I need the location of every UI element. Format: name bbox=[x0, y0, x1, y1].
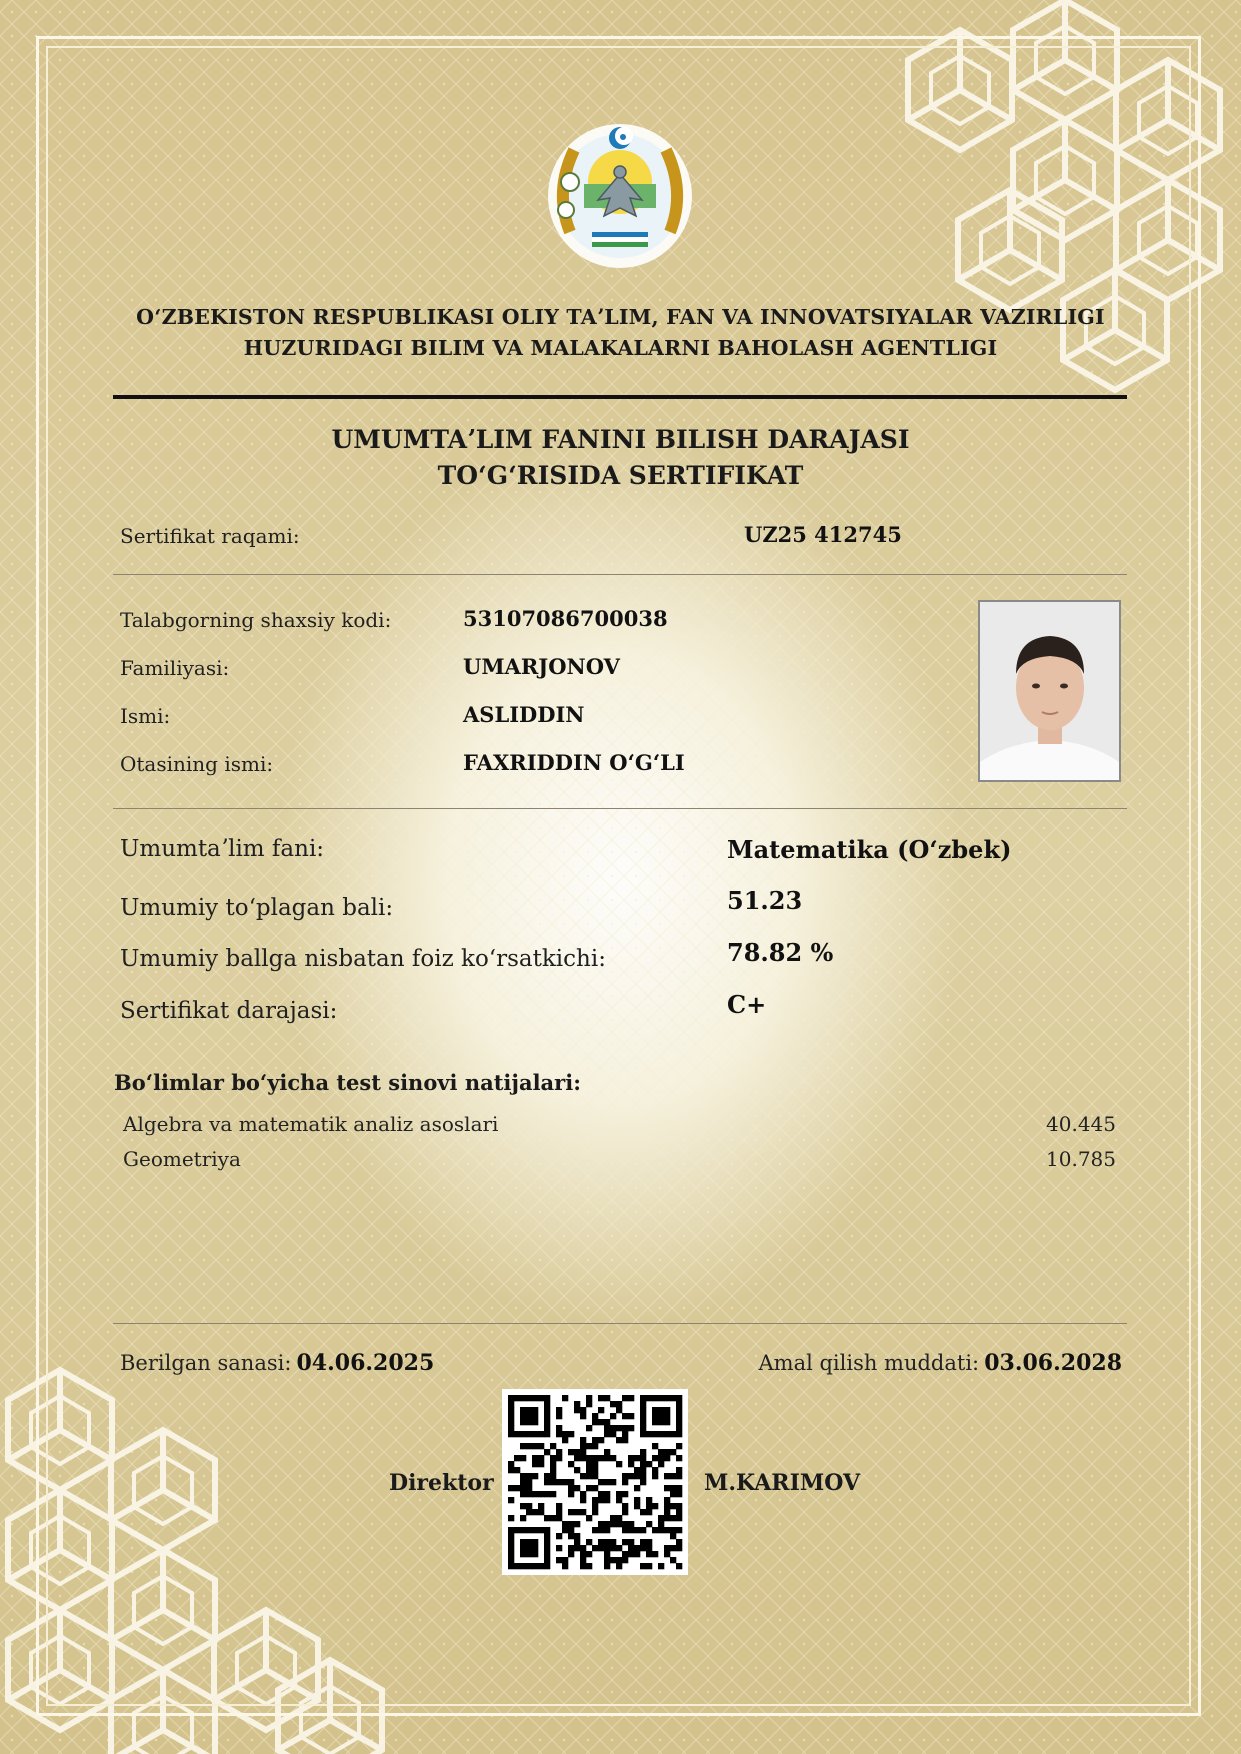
section-row-name: Algebra va matematik analiz asoslari bbox=[123, 1112, 499, 1136]
grade-label: Sertifikat darajasi: bbox=[120, 998, 338, 1024]
divider bbox=[113, 808, 1127, 809]
personal-id-value: 53107086700038 bbox=[463, 606, 668, 631]
certificate-number-label: Sertifikat raqami: bbox=[120, 524, 300, 548]
surname-value: UMARJONOV bbox=[463, 654, 620, 679]
signature-name: M.KARIMOV bbox=[704, 1470, 861, 1496]
divider bbox=[113, 1323, 1127, 1324]
state-emblem-icon bbox=[540, 112, 700, 272]
issued-date-label: Berilgan sanasi: bbox=[120, 1351, 292, 1375]
patronymic-value: FAXRIDDIN OʻGʻLI bbox=[463, 750, 685, 775]
subject-value: Matematika (Oʻzbek) bbox=[727, 835, 1012, 864]
score-value: 51.23 bbox=[727, 886, 803, 915]
certificate-title-line1: UMUMTAʼLIM FANINI BILISH DARAJASI bbox=[331, 425, 910, 454]
name-value: ASLIDDIN bbox=[463, 702, 585, 727]
surname-label: Familiyasi: bbox=[120, 656, 230, 680]
valid-until-label: Amal qilish muddati: bbox=[758, 1351, 980, 1375]
grade-value: C+ bbox=[727, 990, 767, 1019]
percent-label: Umumiy ballga nisbatan foiz koʻrsatkichi: bbox=[120, 946, 606, 972]
person-photo bbox=[978, 600, 1121, 782]
ministry-name-line1: OʻZBEKISTON RESPUBLIKASI OLIY TAʼLIM, FAN VA INNOVATSIYALAR VAZIRLIGI bbox=[136, 305, 1105, 329]
section-row-value: 10.785 bbox=[1046, 1147, 1116, 1171]
issued-date-value: 04.06.2025 bbox=[296, 1350, 435, 1376]
subject-label: Umumtaʼlim fani: bbox=[120, 836, 325, 862]
issued-date bbox=[120, 1350, 434, 1376]
valid-until-date bbox=[758, 1350, 1122, 1376]
section-row-name: Geometriya bbox=[123, 1147, 241, 1171]
signature-role: Direktor bbox=[389, 1470, 494, 1496]
percent-value: 78.82 % bbox=[727, 938, 834, 967]
header-divider bbox=[113, 395, 1127, 399]
personal-id-label: Talabgorning shaxsiy kodi: bbox=[120, 608, 392, 632]
divider bbox=[113, 574, 1127, 575]
name-label: Ismi: bbox=[120, 704, 171, 728]
section-row-value: 40.445 bbox=[1046, 1112, 1116, 1136]
certificate-number-value: UZ25 412745 bbox=[744, 522, 902, 547]
qr-code-icon[interactable] bbox=[502, 1389, 688, 1575]
certificate-title-line2: TOʻGʻRISIDA SERTIFIKAT bbox=[437, 461, 804, 490]
score-label: Umumiy toʻplagan bali: bbox=[120, 895, 394, 921]
section-results-title: Boʻlimlar boʻyicha test sinovi natijalari: bbox=[114, 1070, 581, 1095]
valid-until-value: 03.06.2028 bbox=[984, 1350, 1122, 1376]
ministry-name-line2: HUZURIDAGI BILIM VA MALAKALARNI BAHOLASH AGENTLIGI bbox=[243, 336, 998, 360]
patronymic-label: Otasining ismi: bbox=[120, 752, 274, 776]
